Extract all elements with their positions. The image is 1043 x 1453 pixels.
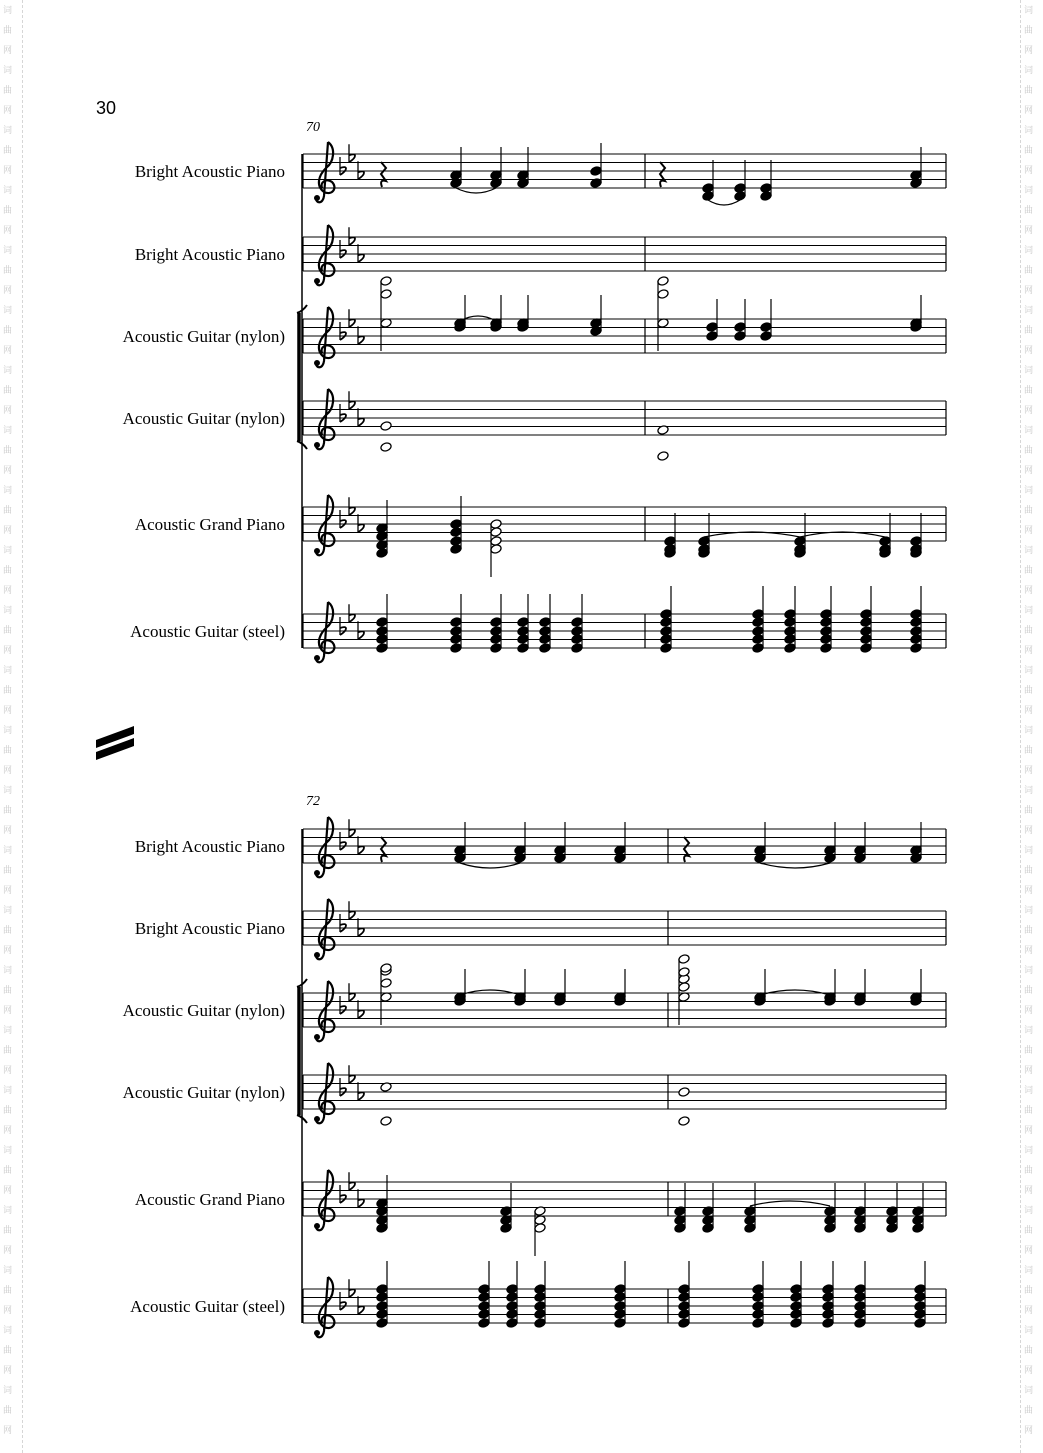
note-head: [860, 634, 872, 645]
flat-icon: [340, 404, 346, 422]
note-head: [760, 331, 772, 342]
note-head: [450, 617, 462, 628]
note-head: [760, 191, 772, 202]
note-head: [784, 617, 796, 628]
note-head: [376, 548, 388, 559]
treble-clef-icon: [314, 1277, 334, 1337]
instrument-label: Acoustic Guitar (nylon): [122, 1083, 285, 1102]
flat-icon: [349, 144, 355, 162]
note-head: [678, 1309, 690, 1320]
note-head: [380, 276, 392, 287]
note-head: [784, 634, 796, 645]
rest-icon: [381, 162, 386, 187]
note-head: [914, 1309, 926, 1320]
flat-icon: [349, 983, 355, 1001]
note-head: [490, 643, 502, 654]
note-head: [517, 634, 529, 645]
note-head: [500, 1223, 512, 1234]
treble-clef-icon: [314, 307, 334, 367]
note-head: [380, 289, 392, 300]
note-head: [734, 191, 746, 202]
note-head: [752, 1318, 764, 1329]
note-head: [614, 1309, 626, 1320]
note-head: [910, 634, 922, 645]
flat-icon: [340, 322, 346, 340]
note-head: [752, 1309, 764, 1320]
note-head: [506, 1318, 518, 1329]
note-head: [820, 617, 832, 628]
note-head: [678, 1292, 690, 1303]
note-head: [678, 954, 690, 965]
instrument-label: Bright Acoustic Piano: [134, 162, 285, 181]
note-head: [376, 634, 388, 645]
note-head: [790, 1292, 802, 1303]
right-watermark-strip: 词 曲 网 词 曲 网 词 曲 网 词 曲 网 词 曲 网 词 曲 网 词 曲 网 词 曲 网 词 曲 网 词 曲 网 词 曲 网 词 曲 网 词 曲 网 词 曲 网 词 曲 网 词 曲 网 词 曲 网 词 曲 网 词 曲 网 词 曲 网 词 曲 网 词 曲 网 词 曲 网 词 曲 网: [1020, 0, 1043, 1453]
note-head: [734, 322, 746, 333]
note-head: [534, 1309, 546, 1320]
note-head: [490, 634, 502, 645]
measure-number: 70: [306, 120, 320, 135]
treble-clef-icon: [314, 817, 334, 877]
tie: [708, 200, 740, 205]
note-head: [450, 634, 462, 645]
note-head: [886, 1223, 898, 1234]
note-head: [539, 617, 551, 628]
note-head: [910, 617, 922, 628]
note-head: [752, 1292, 764, 1303]
flat-icon: [349, 1172, 355, 1190]
instrument-label: Bright Acoustic Piano: [134, 837, 285, 856]
note-head: [820, 643, 832, 654]
treble-clef-icon: [314, 495, 334, 555]
flat-icon: [358, 408, 364, 426]
note-head: [752, 617, 764, 628]
note-head: [790, 1309, 802, 1320]
note-head: [450, 544, 462, 555]
treble-clef-icon: [314, 899, 334, 959]
note-head: [450, 527, 462, 538]
note-head: [702, 1223, 714, 1234]
instrument-label: Acoustic Guitar (nylon): [122, 1001, 285, 1020]
note-head: [678, 1087, 690, 1098]
note-head: [734, 331, 746, 342]
note-head: [744, 1223, 756, 1234]
note-head: [854, 1292, 866, 1303]
note-head: [539, 634, 551, 645]
note-head: [376, 1223, 388, 1234]
flat-icon: [340, 157, 346, 175]
note-head: [490, 527, 502, 538]
tie: [456, 188, 496, 193]
treble-clef-icon: [314, 981, 334, 1041]
flat-icon: [358, 514, 364, 532]
note-head: [914, 1318, 926, 1329]
instrument-label: Acoustic Guitar (nylon): [122, 409, 285, 428]
note-head: [376, 617, 388, 628]
note-head: [678, 982, 690, 993]
note-head: [506, 1292, 518, 1303]
instrument-label: Acoustic Guitar (steel): [130, 622, 285, 641]
note-head: [854, 1318, 866, 1329]
flat-icon: [340, 996, 346, 1014]
note-head: [478, 1292, 490, 1303]
note-head: [822, 1309, 834, 1320]
flat-icon: [358, 326, 364, 344]
note-head: [660, 634, 672, 645]
note-head: [380, 1116, 392, 1127]
flat-icon: [340, 617, 346, 635]
note-head: [822, 1318, 834, 1329]
note-head: [860, 617, 872, 628]
flat-icon: [340, 1185, 346, 1203]
note-head: [657, 289, 669, 300]
note-head: [571, 634, 583, 645]
flat-icon: [340, 1078, 346, 1096]
note-head: [380, 442, 392, 453]
rest-icon: [381, 837, 386, 862]
note-head: [376, 643, 388, 654]
treble-clef-icon: [314, 1170, 334, 1230]
flat-icon: [358, 161, 364, 179]
note-head: [517, 617, 529, 628]
note-head: [706, 322, 718, 333]
note-head: [534, 1318, 546, 1329]
flat-icon: [358, 918, 364, 936]
flat-icon: [349, 497, 355, 515]
note-head: [614, 1292, 626, 1303]
flat-icon: [349, 901, 355, 919]
note-head: [854, 1223, 866, 1234]
flat-icon: [349, 819, 355, 837]
rest-icon: [660, 162, 665, 187]
note-head: [450, 643, 462, 654]
instrument-label: Bright Acoustic Piano: [134, 919, 285, 938]
note-head: [760, 322, 772, 333]
instrument-label: Acoustic Guitar (steel): [130, 1297, 285, 1316]
note-head: [912, 1223, 924, 1234]
note-head: [914, 1292, 926, 1303]
flat-icon: [340, 832, 346, 850]
note-head: [590, 166, 602, 177]
instrument-label: Bright Acoustic Piano: [134, 245, 285, 264]
note-head: [660, 643, 672, 654]
notes-layer: [376, 143, 926, 1328]
flat-icon: [358, 621, 364, 639]
note-head: [490, 617, 502, 628]
flat-icon: [358, 1082, 364, 1100]
tie: [460, 863, 520, 868]
note-head: [678, 1116, 690, 1127]
note-head: [910, 643, 922, 654]
flat-icon: [358, 1296, 364, 1314]
note-head: [822, 1292, 834, 1303]
flat-icon: [340, 510, 346, 528]
treble-clef-icon: [314, 602, 334, 662]
flat-icon: [340, 1292, 346, 1310]
note-head: [820, 634, 832, 645]
note-head: [854, 1309, 866, 1320]
flat-icon: [349, 227, 355, 245]
note-head: [657, 451, 669, 462]
instrument-label: Acoustic Guitar (nylon): [122, 327, 285, 346]
flat-icon: [349, 1279, 355, 1297]
note-head: [824, 1223, 836, 1234]
note-head: [571, 643, 583, 654]
tie: [760, 863, 830, 868]
treble-clef-icon: [314, 389, 334, 449]
note-head: [571, 617, 583, 628]
note-head: [752, 634, 764, 645]
rest-icon: [684, 837, 689, 862]
left-watermark-strip: 词 曲 网 词 曲 网 词 曲 网 词 曲 网 词 曲 网 词 曲 网 词 曲 网 词 曲 网 词 曲 网 词 曲 网 词 曲 网 词 曲 网 词 曲 网 词 曲 网 词 曲 网 词 曲 网 词 曲 网 词 曲 网 词 曲 网 词 曲 网 词 曲 网 词 曲 网 词 曲 网 词 曲 网: [0, 0, 23, 1453]
instrument-label: Acoustic Grand Piano: [134, 515, 285, 534]
note-head: [784, 643, 796, 654]
note-head: [614, 1318, 626, 1329]
page-number: 30: [96, 98, 117, 118]
note-head: [490, 544, 502, 555]
note-head: [660, 617, 672, 628]
note-head: [678, 1318, 690, 1329]
note-head: [534, 1292, 546, 1303]
note-head: [478, 1309, 490, 1320]
note-head: [376, 1292, 388, 1303]
note-head: [790, 1318, 802, 1329]
flat-icon: [358, 1189, 364, 1207]
note-head: [534, 1223, 546, 1234]
note-head: [506, 1309, 518, 1320]
flat-icon: [340, 240, 346, 258]
flat-icon: [358, 1000, 364, 1018]
note-head: [702, 191, 714, 202]
note-head: [860, 643, 872, 654]
note-head: [674, 1223, 686, 1234]
flat-icon: [349, 391, 355, 409]
note-head: [517, 643, 529, 654]
treble-clef-icon: [314, 225, 334, 285]
note-head: [478, 1318, 490, 1329]
note-head: [752, 643, 764, 654]
note-head: [376, 1309, 388, 1320]
note-head: [657, 276, 669, 287]
staves-layer: [297, 142, 946, 1337]
note-head: [380, 978, 392, 989]
treble-clef-icon: [314, 142, 334, 202]
note-head: [706, 331, 718, 342]
flat-icon: [349, 604, 355, 622]
flat-icon: [358, 244, 364, 262]
instrument-label: Acoustic Grand Piano: [134, 1190, 285, 1209]
flat-icon: [340, 914, 346, 932]
flat-icon: [349, 1065, 355, 1083]
note-head: [376, 1318, 388, 1329]
flat-icon: [349, 309, 355, 327]
flat-icon: [358, 836, 364, 854]
note-head: [380, 421, 392, 432]
treble-clef-icon: [314, 1063, 334, 1123]
tie: [750, 1201, 830, 1206]
measure-number: 72: [306, 794, 320, 809]
note-head: [539, 643, 551, 654]
